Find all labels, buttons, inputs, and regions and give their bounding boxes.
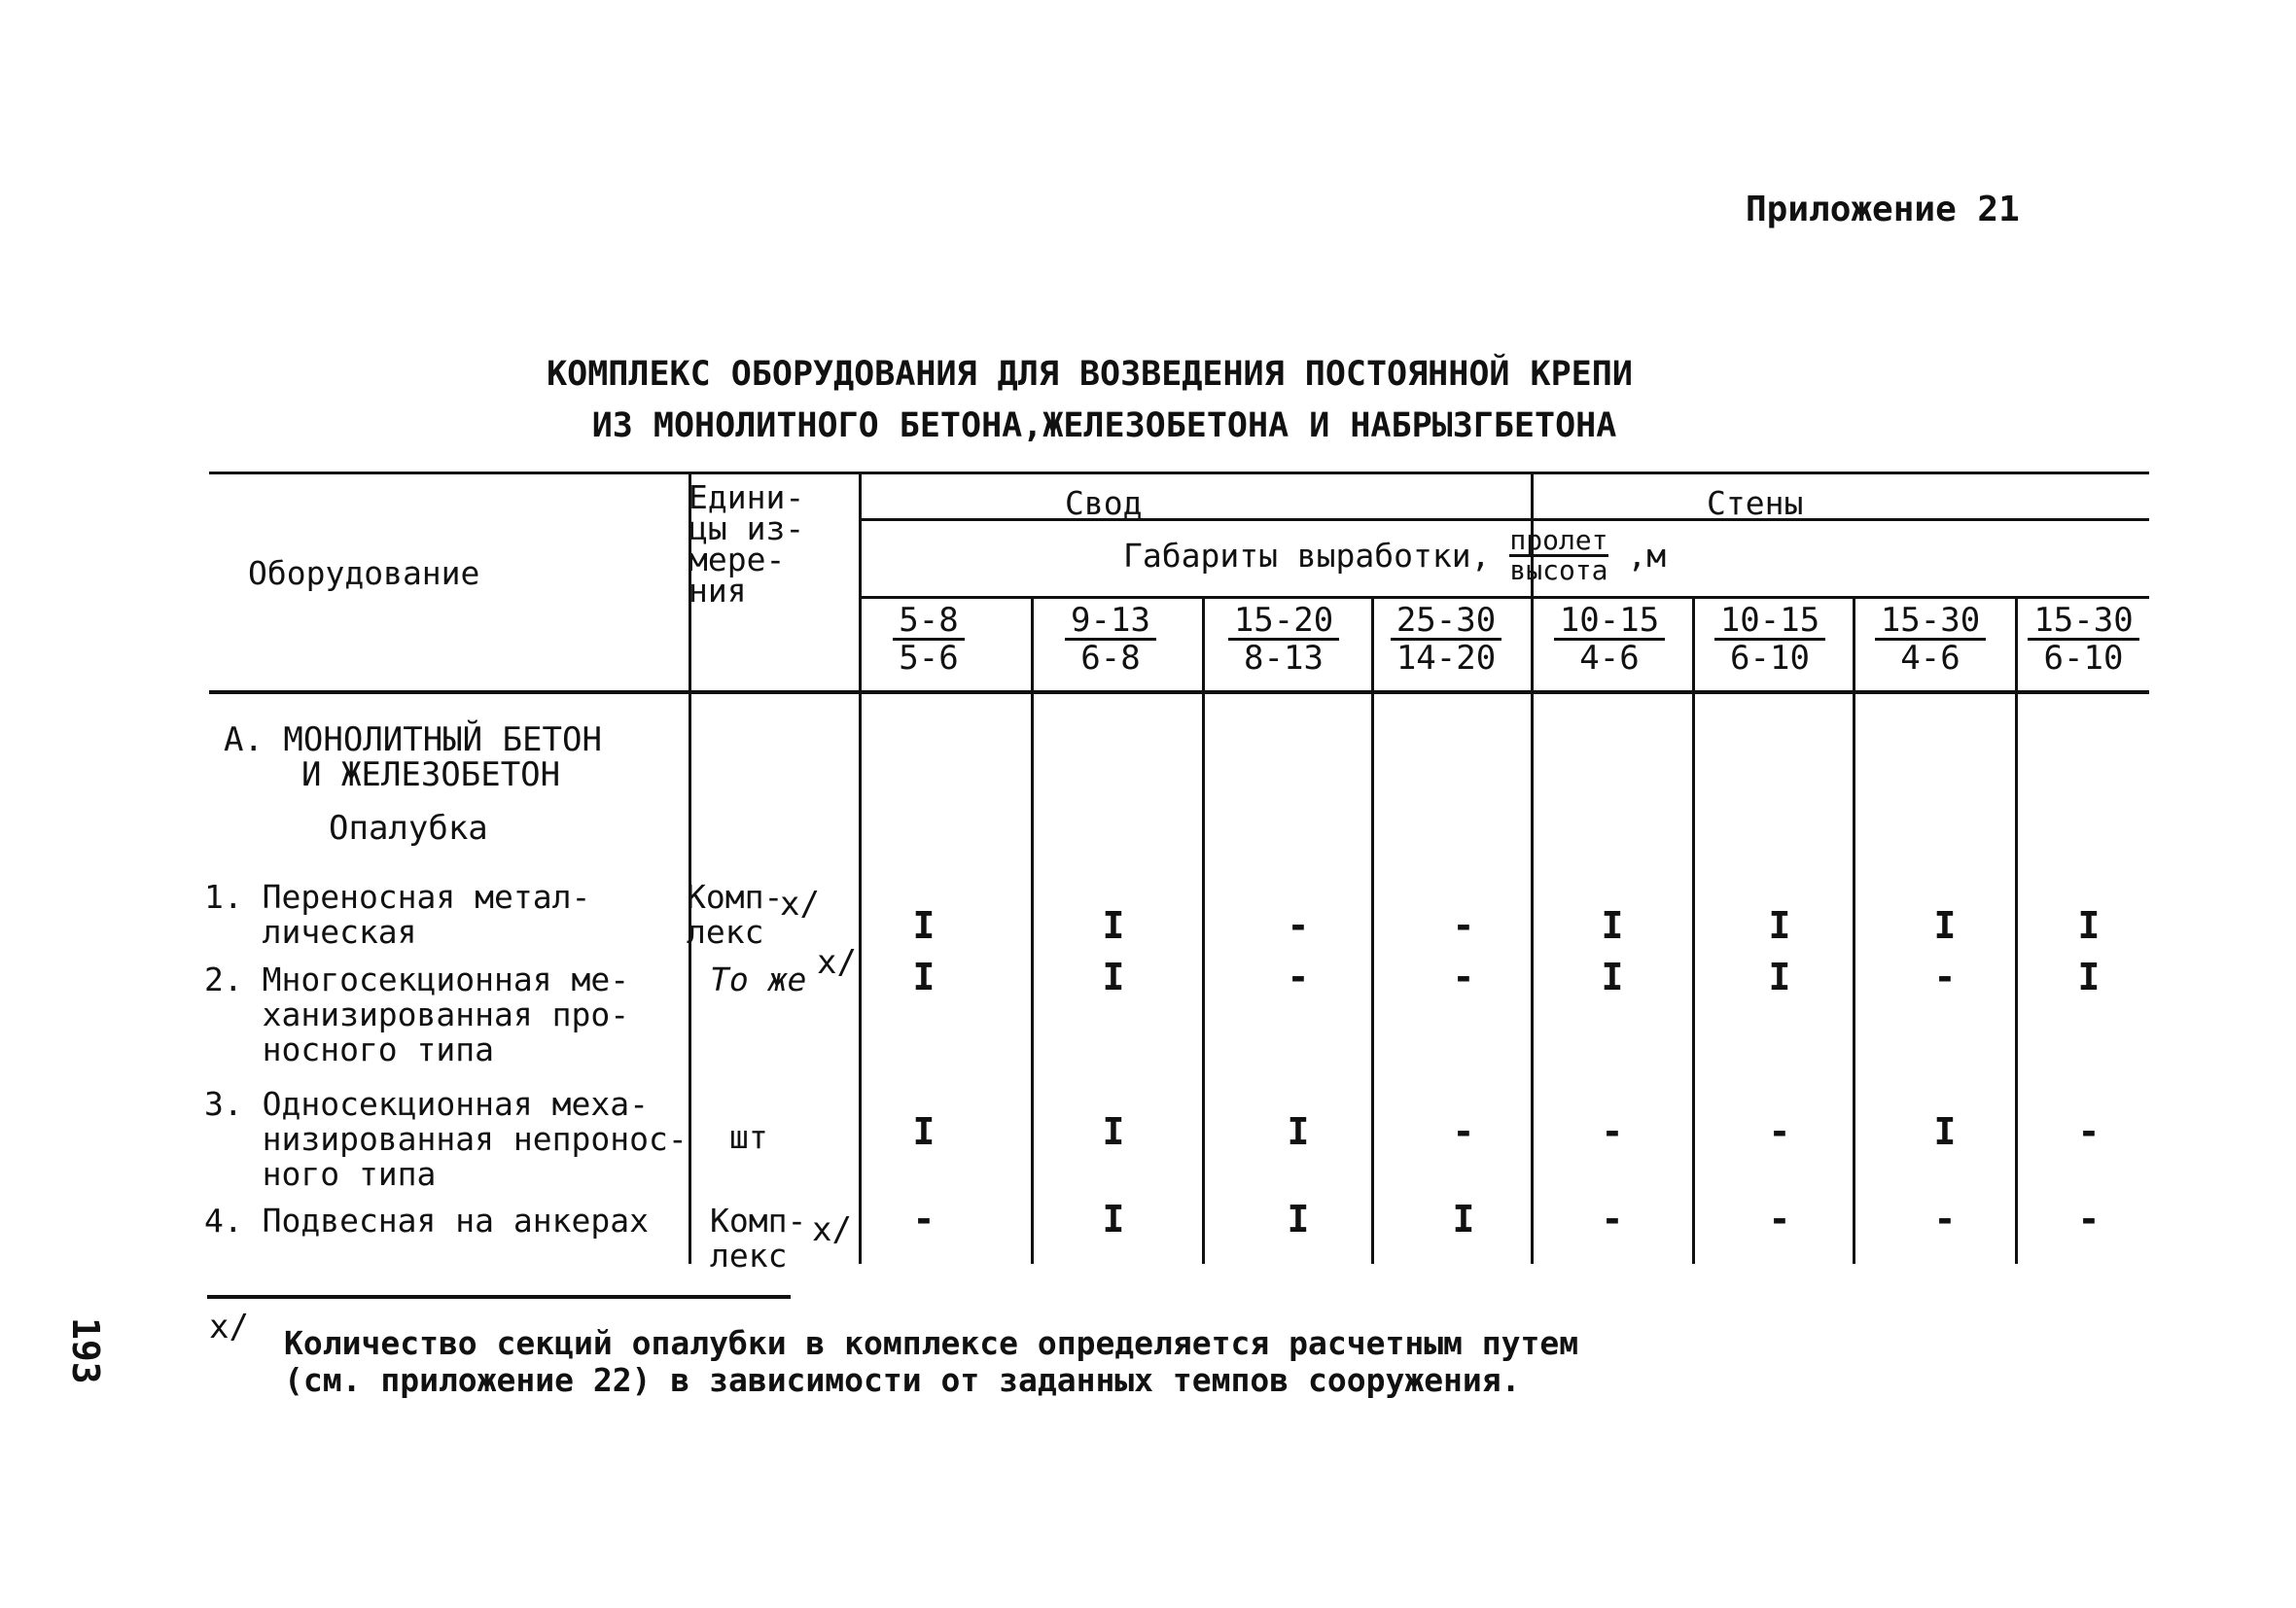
- table-cell: -: [1287, 904, 1310, 947]
- col-divider: [1531, 472, 1534, 1264]
- row-name: 4. Подвесная на анкерах: [204, 1202, 649, 1240]
- footnote-mark: x/: [817, 943, 857, 982]
- col-den: 14-20: [1395, 639, 1497, 678]
- col-divider: [1031, 596, 1034, 1264]
- col-den: 4-6: [1579, 639, 1640, 678]
- col-num: 15-30: [2028, 603, 2138, 641]
- table-cell: I: [1102, 1198, 1125, 1241]
- col-num: 15-20: [1228, 603, 1339, 641]
- col-den: 5-6: [899, 639, 959, 678]
- table-cell: -: [1452, 1110, 1475, 1153]
- col-num: 10-15: [1714, 603, 1825, 641]
- header-units-line: мере-: [689, 541, 786, 578]
- row-name: 1. Переносная метал- лическая: [204, 878, 591, 951]
- row-unit-line: То же: [710, 961, 807, 998]
- header-dims-prefix: Габариты выработки,: [1123, 537, 1491, 575]
- column-header-2: [1038, 603, 1183, 676]
- footnote-mark: x/: [780, 885, 820, 924]
- table-cell: I: [1102, 956, 1125, 998]
- table-cell: I: [912, 1110, 936, 1153]
- header-walls: Стены: [1707, 484, 1804, 522]
- col-divider: [2015, 596, 2018, 1264]
- column-header-1: [856, 603, 1002, 676]
- table-cell: -: [1287, 956, 1310, 998]
- section-title-line: А. МОНОЛИТНЫЙ БЕТОН: [224, 720, 602, 759]
- row-unit-line: лекс: [710, 1237, 788, 1275]
- table-top-rule: [209, 472, 2149, 474]
- header-units-line: ния: [689, 572, 747, 610]
- header-dims: [1123, 524, 1667, 586]
- col-den: 4-6: [1900, 639, 1960, 678]
- col-divider: [859, 472, 862, 1264]
- title-line-1: КОМПЛЕКС ОБОРУДОВАНИЯ ДЛЯ ВОЗВЕДЕНИЯ ПОСТОЯННОЙ КРЕПИ: [547, 355, 1633, 394]
- footnote-line-2: (см. приложение 22) в зависимости от заданных темпов сооружения.: [284, 1361, 1521, 1399]
- col-num: 25-30: [1391, 603, 1501, 641]
- column-header-7: [1857, 603, 2003, 676]
- col-num: 5-8: [893, 603, 964, 641]
- header-dims-num: пролет: [1509, 524, 1608, 556]
- row-unit: [710, 962, 806, 997]
- footnote-rule: [207, 1295, 791, 1299]
- row-unit-line: Комп-: [687, 878, 784, 916]
- table-cell: -: [2077, 1110, 2101, 1153]
- row-unit: [729, 1120, 768, 1155]
- header-dims-rule: [861, 596, 2149, 599]
- col-divider: [1202, 596, 1205, 1264]
- row-name: 2. Многосекционная ме- ханизированная про- носного типа: [204, 961, 630, 1068]
- table-cell: I: [1933, 904, 1957, 947]
- table-cell: -: [1601, 1198, 1624, 1241]
- table-cell: -: [1601, 1110, 1624, 1153]
- table-cell: -: [1933, 956, 1957, 998]
- header-vault: Свод: [1065, 484, 1143, 522]
- column-header-3: [1211, 603, 1357, 676]
- col-den: 6-10: [1730, 639, 1810, 678]
- header-bottom-rule: [209, 690, 2149, 694]
- page-number: 193: [64, 1317, 107, 1384]
- table-cell: I: [1102, 1110, 1125, 1153]
- row-unit: [710, 1204, 806, 1274]
- table-cell: -: [1933, 1198, 1957, 1241]
- table-cell: -: [1768, 1198, 1791, 1241]
- appendix-label: Приложение 21: [1746, 190, 2020, 229]
- table-cell: I: [2077, 904, 2101, 947]
- table-cell: -: [912, 1198, 936, 1241]
- column-header-6: [1697, 603, 1843, 676]
- header-dims-fraction: [1509, 524, 1608, 586]
- table-cell: I: [1102, 904, 1125, 947]
- section-title-line: И ЖЕЛЕЗОБЕТОН: [301, 755, 561, 794]
- title-line-2: ИЗ МОНОЛИТНОГО БЕТОНА,ЖЕЛЕЗОБЕТОНА И НАБРЫЗГБЕТОНА: [591, 406, 1617, 445]
- column-header-8: [2013, 603, 2154, 676]
- col-den: 8-13: [1244, 639, 1324, 678]
- table-cell: I: [2077, 956, 2101, 998]
- table-cell: -: [1768, 1110, 1791, 1153]
- col-num: 9-13: [1065, 603, 1156, 641]
- col-den: 6-8: [1080, 639, 1141, 678]
- footnote-mark: x/: [209, 1308, 249, 1346]
- header-units: [689, 478, 805, 610]
- table-cell: I: [1933, 1110, 1957, 1153]
- table-cell: -: [1452, 904, 1475, 947]
- table-cell: I: [1452, 1198, 1475, 1241]
- col-num: 15-30: [1875, 603, 1986, 641]
- table-cell: I: [1601, 904, 1624, 947]
- table-cell: I: [1287, 1110, 1310, 1153]
- row-unit: [687, 880, 783, 950]
- section-title: [224, 722, 602, 792]
- row-unit-line: Комп-: [710, 1202, 807, 1240]
- col-divider: [1371, 596, 1374, 1264]
- row-unit-line: лекс: [687, 913, 764, 951]
- table-cell: I: [1768, 904, 1791, 947]
- row-unit-line: шт: [729, 1118, 768, 1156]
- col-divider: [1853, 596, 1855, 1264]
- footnote-mark: x/: [812, 1210, 852, 1249]
- row-name: 3. Односекционная меха- низированная непронос- ного типа: [204, 1085, 688, 1193]
- table-cell: I: [912, 956, 936, 998]
- header-units-line: цы из-: [689, 509, 805, 547]
- header-units-line: Едини-: [689, 478, 805, 516]
- column-header-5: [1537, 603, 1682, 676]
- section-subtitle: Опалубка: [329, 809, 488, 848]
- col-num: 10-15: [1554, 603, 1665, 641]
- footnote-line-1: Количество секций опалубки в комплексе определяется расчетным путем: [284, 1324, 1579, 1362]
- col-divider: [1692, 596, 1695, 1264]
- table-cell: I: [1287, 1198, 1310, 1241]
- header-dims-den: высота: [1509, 554, 1608, 586]
- col-den: 6-10: [2043, 639, 2124, 678]
- table-cell: I: [1768, 956, 1791, 998]
- header-vault-rule: [861, 518, 2149, 521]
- table-cell: I: [912, 904, 936, 947]
- column-header-4: [1373, 603, 1519, 676]
- table-cell: I: [1601, 956, 1624, 998]
- table-cell: -: [1452, 956, 1475, 998]
- header-equipment: Оборудование: [248, 554, 480, 592]
- header-dims-unit: ,м: [1627, 537, 1667, 575]
- table-cell: -: [2077, 1198, 2101, 1241]
